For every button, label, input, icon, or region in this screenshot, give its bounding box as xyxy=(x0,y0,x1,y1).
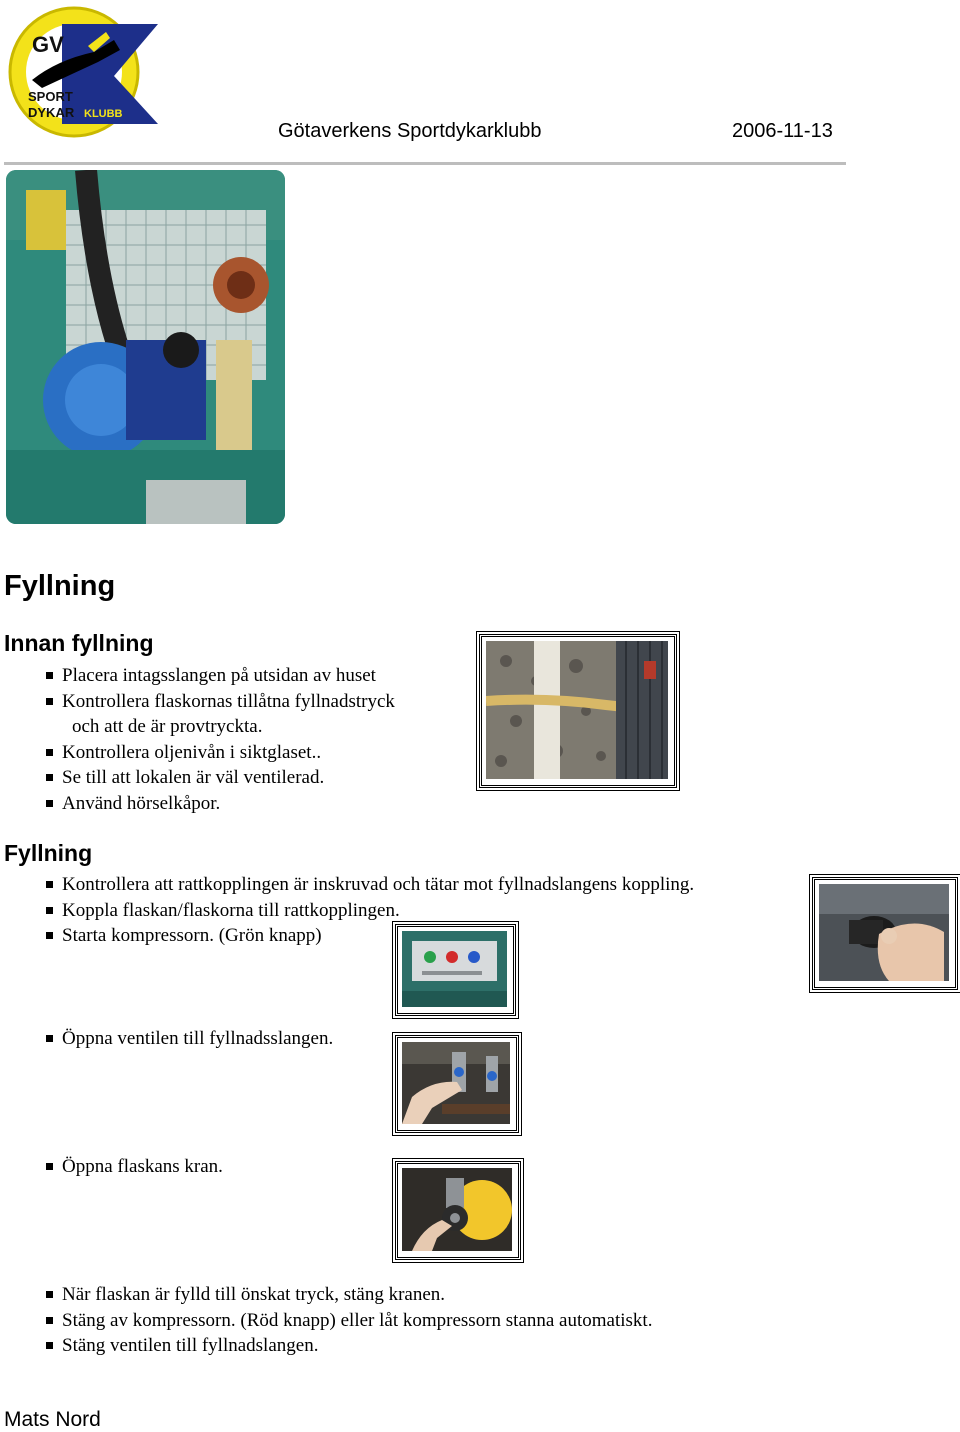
list-item: Placera intagsslangen på utsidan av huset xyxy=(44,663,814,689)
list-item: Kontrollera oljenivån i siktglaset.. xyxy=(44,740,814,766)
logo-text-sport: SPORT xyxy=(28,89,73,104)
checklist-before-filling xyxy=(44,663,814,817)
list-item: Kontrollera att rattkopplingen är inskruvad och tätar mot fyllnadslangens koppling. xyxy=(44,872,814,898)
compressor-photo xyxy=(6,170,285,524)
list-item: Se till att lokalen är väl ventilerad. xyxy=(44,765,814,791)
tank-valve-photo xyxy=(395,1161,521,1260)
list-item-continuation-text: och att de är provtryckta. xyxy=(72,716,263,738)
list-item: Stäng ventilen till fyllnadslangen. xyxy=(44,1333,814,1359)
list-item: Koppla flaskan/flaskorna till rattkopplingen. xyxy=(44,898,814,924)
footer-author: Mats Nord xyxy=(4,1408,101,1431)
document-date: 2006-11-13 xyxy=(732,120,833,142)
section-heading-fyllning: Fyllning xyxy=(4,840,93,866)
header-rule xyxy=(4,162,846,165)
control-panel-photo xyxy=(395,924,516,1016)
coupling-photo xyxy=(812,877,958,990)
club-name: Götaverkens Sportdykarklubb xyxy=(278,120,542,142)
list-item: Öppna flaskans kran. xyxy=(44,1154,814,1180)
valve-photo xyxy=(395,1035,519,1133)
intake-hose-photo xyxy=(479,634,677,788)
club-logo xyxy=(2,2,160,142)
list-item: Använd hörselkåpor. xyxy=(44,791,814,817)
section-heading-innan-fyllning: Innan fyllning xyxy=(4,630,154,656)
logo-text-gv: GV xyxy=(32,32,64,57)
list-item: Kontrollera flaskornas tillåtna fyllnadstryck xyxy=(44,689,814,715)
list-item: När flaskan är fylld till önskat tryck, stäng kranen. xyxy=(44,1282,814,1308)
list-item-continuation xyxy=(44,714,814,740)
page-title: Fyllning xyxy=(4,570,116,602)
list-item: Stäng av kompressorn. (Röd knapp) eller låt kompressorn stanna automatiskt. xyxy=(44,1308,814,1334)
list-item: Öppna ventilen till fyllnadsslangen. xyxy=(44,1026,814,1052)
logo-text-klubb: KLUBB xyxy=(84,108,123,120)
list-item: Starta kompressorn. (Grön knapp) xyxy=(44,923,814,949)
checklist-after-filling xyxy=(44,1282,814,1359)
logo-text-dykar: DYKAR xyxy=(28,105,75,120)
